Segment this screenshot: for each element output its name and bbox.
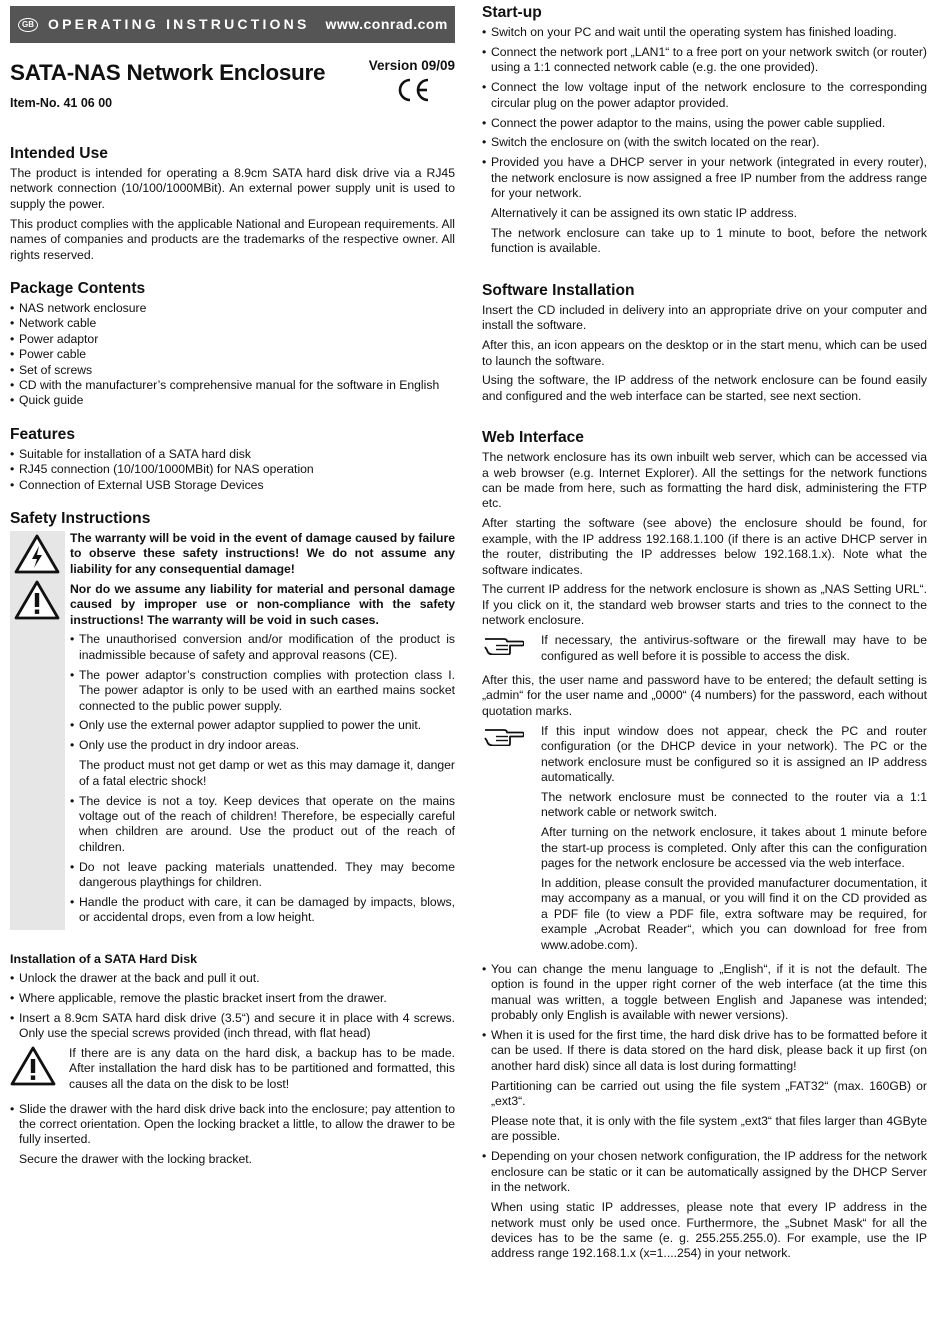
safety-warranty-text: The warranty will be void in the event of damage caused by failure to observe these safety instructions! We do not assume any liability for any consequential damage!	[70, 531, 455, 576]
package-contents-list	[10, 301, 455, 409]
note-paragraph: If this input window does not appear, check the PC and router configuration (or the DHCP device in your network). The PC or the network enclosure must be configured so it is assigned an IP address automatically.	[541, 723, 927, 784]
features-list	[10, 447, 455, 493]
list-item: • Where applicable, remove the plastic bracket insert from the drawer.	[10, 991, 455, 1006]
intended-use-p2: This product complies with the applicable National and European requirements. All names of companies and products are the trademarks of the respective owner. All rights reserved.	[10, 216, 455, 262]
safety-list-2	[70, 794, 455, 926]
title-block	[10, 56, 455, 128]
warning-icon	[10, 1046, 56, 1086]
partition-note: Partitioning can be carried out using the file system „FAT32“ (max. 160GB) or „ext3“.	[491, 1078, 927, 1109]
software-p2: After this, an icon appears on the desktop or in the start menu, which can be used to launch the software.	[482, 338, 927, 368]
installation-list-2	[10, 1102, 455, 1148]
list-item: • When it is used for the first time, the hard disk drive has to be formatted before it can be used. If there is data stored on the hard disk, please back it up first (on another hard disk) since all data is lost during formatting!	[482, 1028, 927, 1074]
package-contents-heading: Package Contents	[10, 279, 146, 297]
safety-gutter	[10, 531, 65, 930]
item-number: Item-No. 41 06 00	[10, 96, 113, 110]
web-p4: After this, the user name and password have to be entered; the default setting is „admin“ for the user name and „0000“ (4 numbers) for the password, each without quotation marks.	[482, 673, 927, 718]
list-item: • Slide the drawer with the hard disk drive back into the enclosure; pay attention to the correct orientation. Open the locking bracket a little, to allow the drawer to be fully inserted.	[10, 1102, 455, 1148]
web-p1: The network enclosure has its own inbuilt web server, which can be accessed via a web browser (e.g. Internet Explorer). All the settings for the network functions can be made from here, such as formatting the hard disk, administering the FTP etc.	[482, 450, 927, 511]
safety-damp-note: The product must not get damp or wet as this may damage it, danger of a fatal electric shock!	[79, 758, 455, 788]
safety-liability-text: Nor do we assume any liability for material and personal damage caused by improper use or non-compliance with the safety instructions! The warranty will be void in such cases.	[70, 581, 455, 627]
ext3-note: Please note that, it is only with the file system „ext3“ that files larger than 4GByte are possible.	[491, 1114, 927, 1144]
list-item: • RJ45 connection (10/100/1000MBit) for NAS operation	[10, 462, 455, 477]
note-paragraph: After turning on the network enclosure, it takes about 1 minute before the start-up process is completed. Only after this can the configuration pages for the network enclosure be accessed via the web interface.	[541, 825, 927, 870]
country-code-badge: GB	[18, 18, 38, 32]
startup-static-ip-note: Alternatively it can be assigned its own static IP address.	[491, 206, 797, 221]
web-list-1	[482, 962, 927, 1074]
startup-boot-note: The network enclosure can take up to 1 minute to boot, before the network function is available.	[491, 225, 927, 256]
list-item: • Connection of External USB Storage Devices	[10, 478, 455, 493]
warning-icon	[14, 580, 60, 620]
startup-list	[482, 25, 927, 202]
list-item: • Power adaptor	[10, 332, 455, 347]
software-p1: Insert the CD included in delivery into an appropriate drive on your computer and install the software.	[482, 302, 927, 333]
pointing-hand-icon	[484, 724, 524, 746]
version-label: Version 09/09	[368, 58, 455, 73]
list-item: • Power cable	[10, 347, 455, 362]
software-p3: Using the software, the IP address of the network enclosure can be found easily and configured and the web interface can be started, see next section.	[482, 373, 927, 403]
right-column	[482, 0, 927, 1266]
list-item: • Provided you have a DHCP server in your network (integrated in every router), the network enclosure is now assigned a free IP number from the address range for your network.	[482, 155, 927, 201]
installation-heading: Installation of a SATA Hard Disk	[10, 952, 198, 967]
list-item: • Set of screws	[10, 363, 455, 378]
list-item: • Handle the product with care, it can be damaged by impacts, blows, or accidental drops, even from a low height.	[70, 895, 455, 926]
list-item: • The power adaptor’s construction complies with protection class I. The power adaptor is only to be used with an earthed mains socket connected to the public power supply.	[70, 668, 455, 714]
safety-heading: Safety Instructions	[10, 510, 151, 527]
installation-list	[10, 971, 455, 1042]
list-item: • Insert a 8.9cm SATA hard disk drive (3.5“) and secure it in place with 4 screws. Only use the special screws provided (inch thread, with flat head)	[10, 1011, 455, 1042]
banner-url: www.conrad.com	[325, 15, 448, 32]
list-item: • The unauthorised conversion and/or modification of the product is inadmissible because of safety and approval reasons (CE).	[70, 632, 455, 663]
list-item: • Connect the network port „LAN1“ to a free port on your network switch (or router) using a 1:1 connected network cable (e.g. the one provided).	[482, 45, 927, 76]
list-item: • CD with the manufacturer’s comprehensive manual for the software in English	[10, 378, 455, 393]
electric-hazard-icon	[14, 534, 60, 574]
input-window-note	[482, 724, 927, 958]
list-item: • The device is not a toy. Keep devices that operate on the mains voltage out of the reach of children! Therefore, be especially careful when children are around. Use the product out of the reach of children.	[70, 794, 455, 856]
list-item: • Switch the enclosure on (with the switch located on the rear).	[482, 135, 927, 150]
list-item: • Depending on your chosen network configuration, the IP address for the network enclosure can be static or it can be automatically assigned by the DHCP Server in the network.	[482, 1149, 927, 1195]
list-item: • Switch on your PC and wait until the operating system has finished loading.	[482, 25, 927, 40]
list-item: • Connect the power adaptor to the mains, using the power cable supplied.	[482, 116, 927, 131]
safety-list	[70, 632, 455, 753]
intended-use-heading: Intended Use	[10, 145, 108, 162]
list-item: • Unlock the drawer at the back and pull it out.	[10, 971, 455, 986]
document-title: SATA-NAS Network Enclosure	[10, 60, 326, 85]
ce-mark-icon	[395, 76, 431, 104]
banner-text: OPERATING INSTRUCTIONS	[48, 15, 310, 32]
list-item: • You can change the menu language to „English“, if it is not the default. The option is found in the upper right corner of the web interface (at the time this manual was written, a toggle between English and Japanese was intended; probably only English is available with newer versions).	[482, 962, 927, 1024]
antivirus-note-text: If necessary, the antivirus-software or the firewall may have to be configured as well before it is possible to access the disk.	[541, 633, 927, 663]
web-p3: The current IP address for the network enclosure is shown as „NAS Setting URL“. If you click on it, the standard web browser starts and tries to the connect to the network enclosure.	[482, 582, 927, 628]
intended-use-p1: The product is intended for operating a 8.9cm SATA hard disk drive via a RJ45 network connection (10/100/1000MBit). An external power supply unit is used to supply the power.	[10, 166, 455, 211]
antivirus-note	[482, 633, 927, 668]
software-heading: Software Installation	[482, 281, 635, 299]
safety-body	[65, 531, 455, 930]
left-column	[10, 0, 455, 1172]
backup-warning	[10, 1046, 455, 1097]
list-item: • Only use the product in dry indoor areas.	[70, 738, 455, 753]
web-interface-heading: Web Interface	[482, 429, 584, 447]
backup-warning-text: If there are is any data on the hard disk, a backup has to be made. After installation the hard disk has to be partitioned and formatted, this causes all the data on the disk to be lost!	[69, 1045, 455, 1091]
list-item: • Suitable for installation of a SATA hard disk	[10, 447, 455, 462]
list-item: • Do not leave packing materials unattended. They may become dangerous playthings for children.	[70, 860, 455, 891]
header-banner	[10, 6, 455, 43]
list-item: • Connect the low voltage input of the network enclosure to the corresponding circular plug on the power adaptor provided.	[482, 80, 927, 111]
note-paragraph: The network enclosure must be connected to the router via a 1:1 network cable or network switch.	[541, 789, 927, 820]
secure-drawer-note: Secure the drawer with the locking bracket.	[19, 1152, 253, 1167]
startup-heading: Start-up	[482, 4, 542, 21]
list-item: • Quick guide	[10, 393, 455, 408]
safety-block	[10, 531, 455, 930]
static-ip-note: When using static IP addresses, please note that every IP address in the network must only be used once. Furthermore, the „Subnet Mask“ for all the devices has to be the same (e. g. 255.255.255.0). For example, use the IP address range 192.168.1.x (x=1....254) in your network.	[491, 1200, 927, 1261]
features-heading: Features	[10, 425, 76, 443]
list-item: • Network cable	[10, 316, 455, 331]
pointing-hand-icon	[484, 633, 524, 655]
list-item: • Only use the external power adaptor supplied to power the unit.	[70, 718, 455, 733]
list-item: • NAS network enclosure	[10, 301, 455, 316]
note-paragraph: In addition, please consult the provided manufacturer documentation, it may accompany as a manual, or you will find it on the CD provided as a PDF file (to view a PDF file, extra software may be required, for example „Acrobat Reader“, which you can download for free from www.adobe.com).	[541, 875, 927, 952]
web-list-2	[482, 1149, 927, 1195]
web-p2: After starting the software (see above) the enclosure should be found, for example, with the IP address 192.168.1.100 (if there is an active DHCP server in the router, distributing the IP addresses below 192.168.1.x). Note what the software indicates.	[482, 516, 927, 577]
